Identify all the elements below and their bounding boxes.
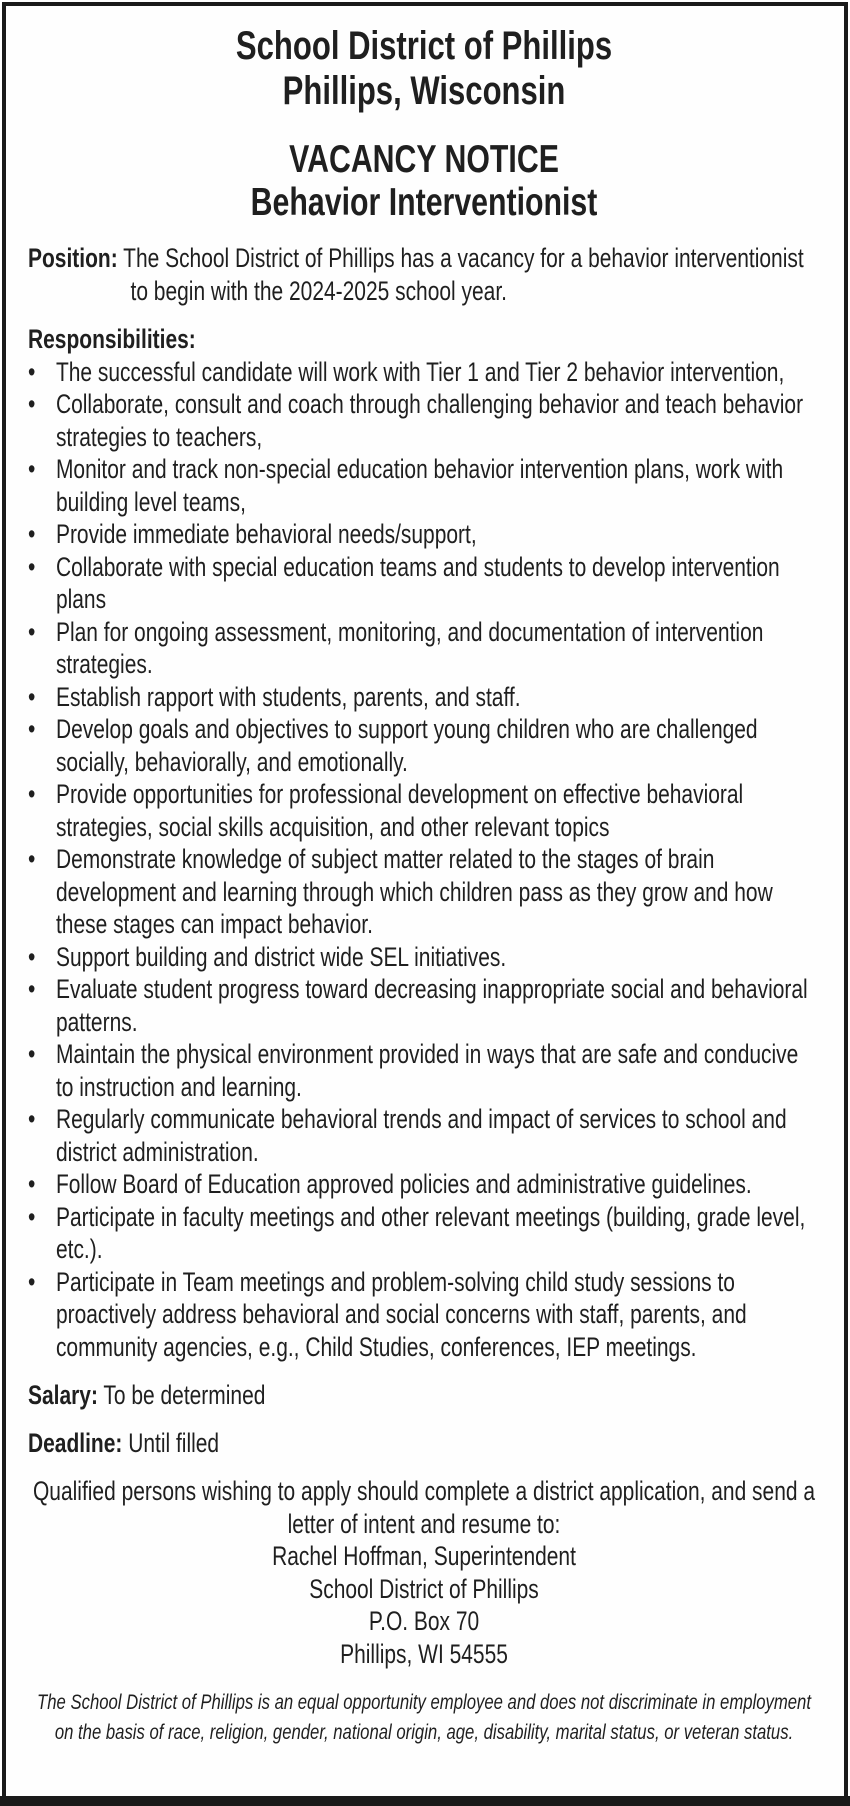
responsibility-item: • Develop goals and objectives to support young children who are challenged socially, behaviorally, and emotionally.	[28, 713, 820, 778]
responsibility-item: • Monitor and track non-special education behavior intervention plans, work with building level teams,	[28, 453, 820, 518]
position-paragraph	[28, 242, 820, 307]
responsibility-item: • Plan for ongoing assessment, monitoring, and documentation of intervention strategies.	[28, 616, 820, 681]
contact-line: P.O. Box 70	[368, 1606, 480, 1636]
responsibility-item: • The successful candidate will work with Tier 1 and Tier 2 behavior intervention,	[28, 356, 820, 389]
responsibility-item: • Regularly communicate behavioral trends and impact of services to school and district administration.	[28, 1103, 820, 1168]
district-name: School District of Phillips	[235, 24, 613, 68]
position-text: The School District of Phillips has a vacancy for a behavior interventionist to begin with the 2024-2025 school year.	[123, 243, 804, 306]
eeo-statement: The School District of Phillips is an equal opportunity employee and does not discriminate in employment on the basis of race, religion, gender, national origin, age, disability, marital status, or veteran status.	[37, 1690, 811, 1744]
notice-heading	[28, 138, 820, 224]
notice-title: VACANCY NOTICE	[289, 138, 559, 181]
responsibilities-list	[28, 356, 820, 1364]
responsibility-item: • Provide opportunities for professional development on effective behavioral strategies, social skills acquisition, and other relevant topics	[28, 778, 820, 843]
ad-header	[28, 24, 820, 114]
deadline-text: Until filled	[128, 1427, 220, 1458]
deadline-paragraph	[28, 1427, 820, 1460]
salary-label: Salary:	[28, 1380, 98, 1410]
responsibility-item: • Demonstrate knowledge of subject matter related to the stages of brain development and learning through which children pass as they grow and how these stages can impact behavior.	[28, 843, 820, 941]
responsibility-item: • Follow Board of Education approved policies and administrative guidelines.	[28, 1168, 820, 1201]
responsibility-item: • Participate in faculty meetings and other relevant meetings (building, grade level, etc.).	[28, 1201, 820, 1266]
position-label: Position:	[28, 243, 118, 273]
responsibility-item: • Evaluate student progress toward decreasing inappropriate social and behavioral patterns.	[28, 973, 820, 1038]
responsibility-item: • Maintain the physical environment provided in ways that are safe and conducive to instruction and learning.	[28, 1038, 820, 1103]
vacancy-notice-ad	[2, 2, 848, 1796]
contact-line: Rachel Hoffman, Superintendent	[272, 1541, 576, 1571]
district-location: Phillips, Wisconsin	[282, 69, 566, 113]
responsibility-item: • Support building and district wide SEL initiatives.	[28, 941, 820, 974]
responsibility-item: • Participate in Team meetings and problem-solving child study sessions to proactively address behavioral and social concerns with staff, parents, and community agencies, e.g., Child Studies, conferences, IEP meetings.	[28, 1266, 820, 1364]
contact-line: School District of Phillips	[309, 1573, 539, 1604]
bottom-rule	[0, 1796, 850, 1806]
deadline-label: Deadline:	[28, 1427, 123, 1458]
responsibility-item: • Establish rapport with students, parents, and staff.	[28, 681, 820, 714]
responsibility-item: • Collaborate, consult and coach through challenging behavior and teach behavior strategies to teachers,	[28, 388, 820, 453]
responsibilities-label: Responsibilities:	[28, 324, 196, 354]
apply-instructions: Qualified persons wishing to apply should complete a district application, and send a letter of intent and resume to:	[32, 1476, 816, 1539]
salary-text: To be determined	[103, 1380, 266, 1410]
ad-content	[28, 6, 820, 1747]
responsibility-item: • Provide immediate behavioral needs/support,	[28, 518, 820, 551]
responsibility-item: • Collaborate with special education teams and students to develop intervention plans	[28, 551, 820, 616]
contact-line: Phillips, WI 54555	[340, 1638, 508, 1669]
salary-paragraph	[28, 1379, 820, 1412]
contact-block	[28, 1540, 820, 1670]
job-title: Behavior Interventionist	[250, 181, 598, 224]
